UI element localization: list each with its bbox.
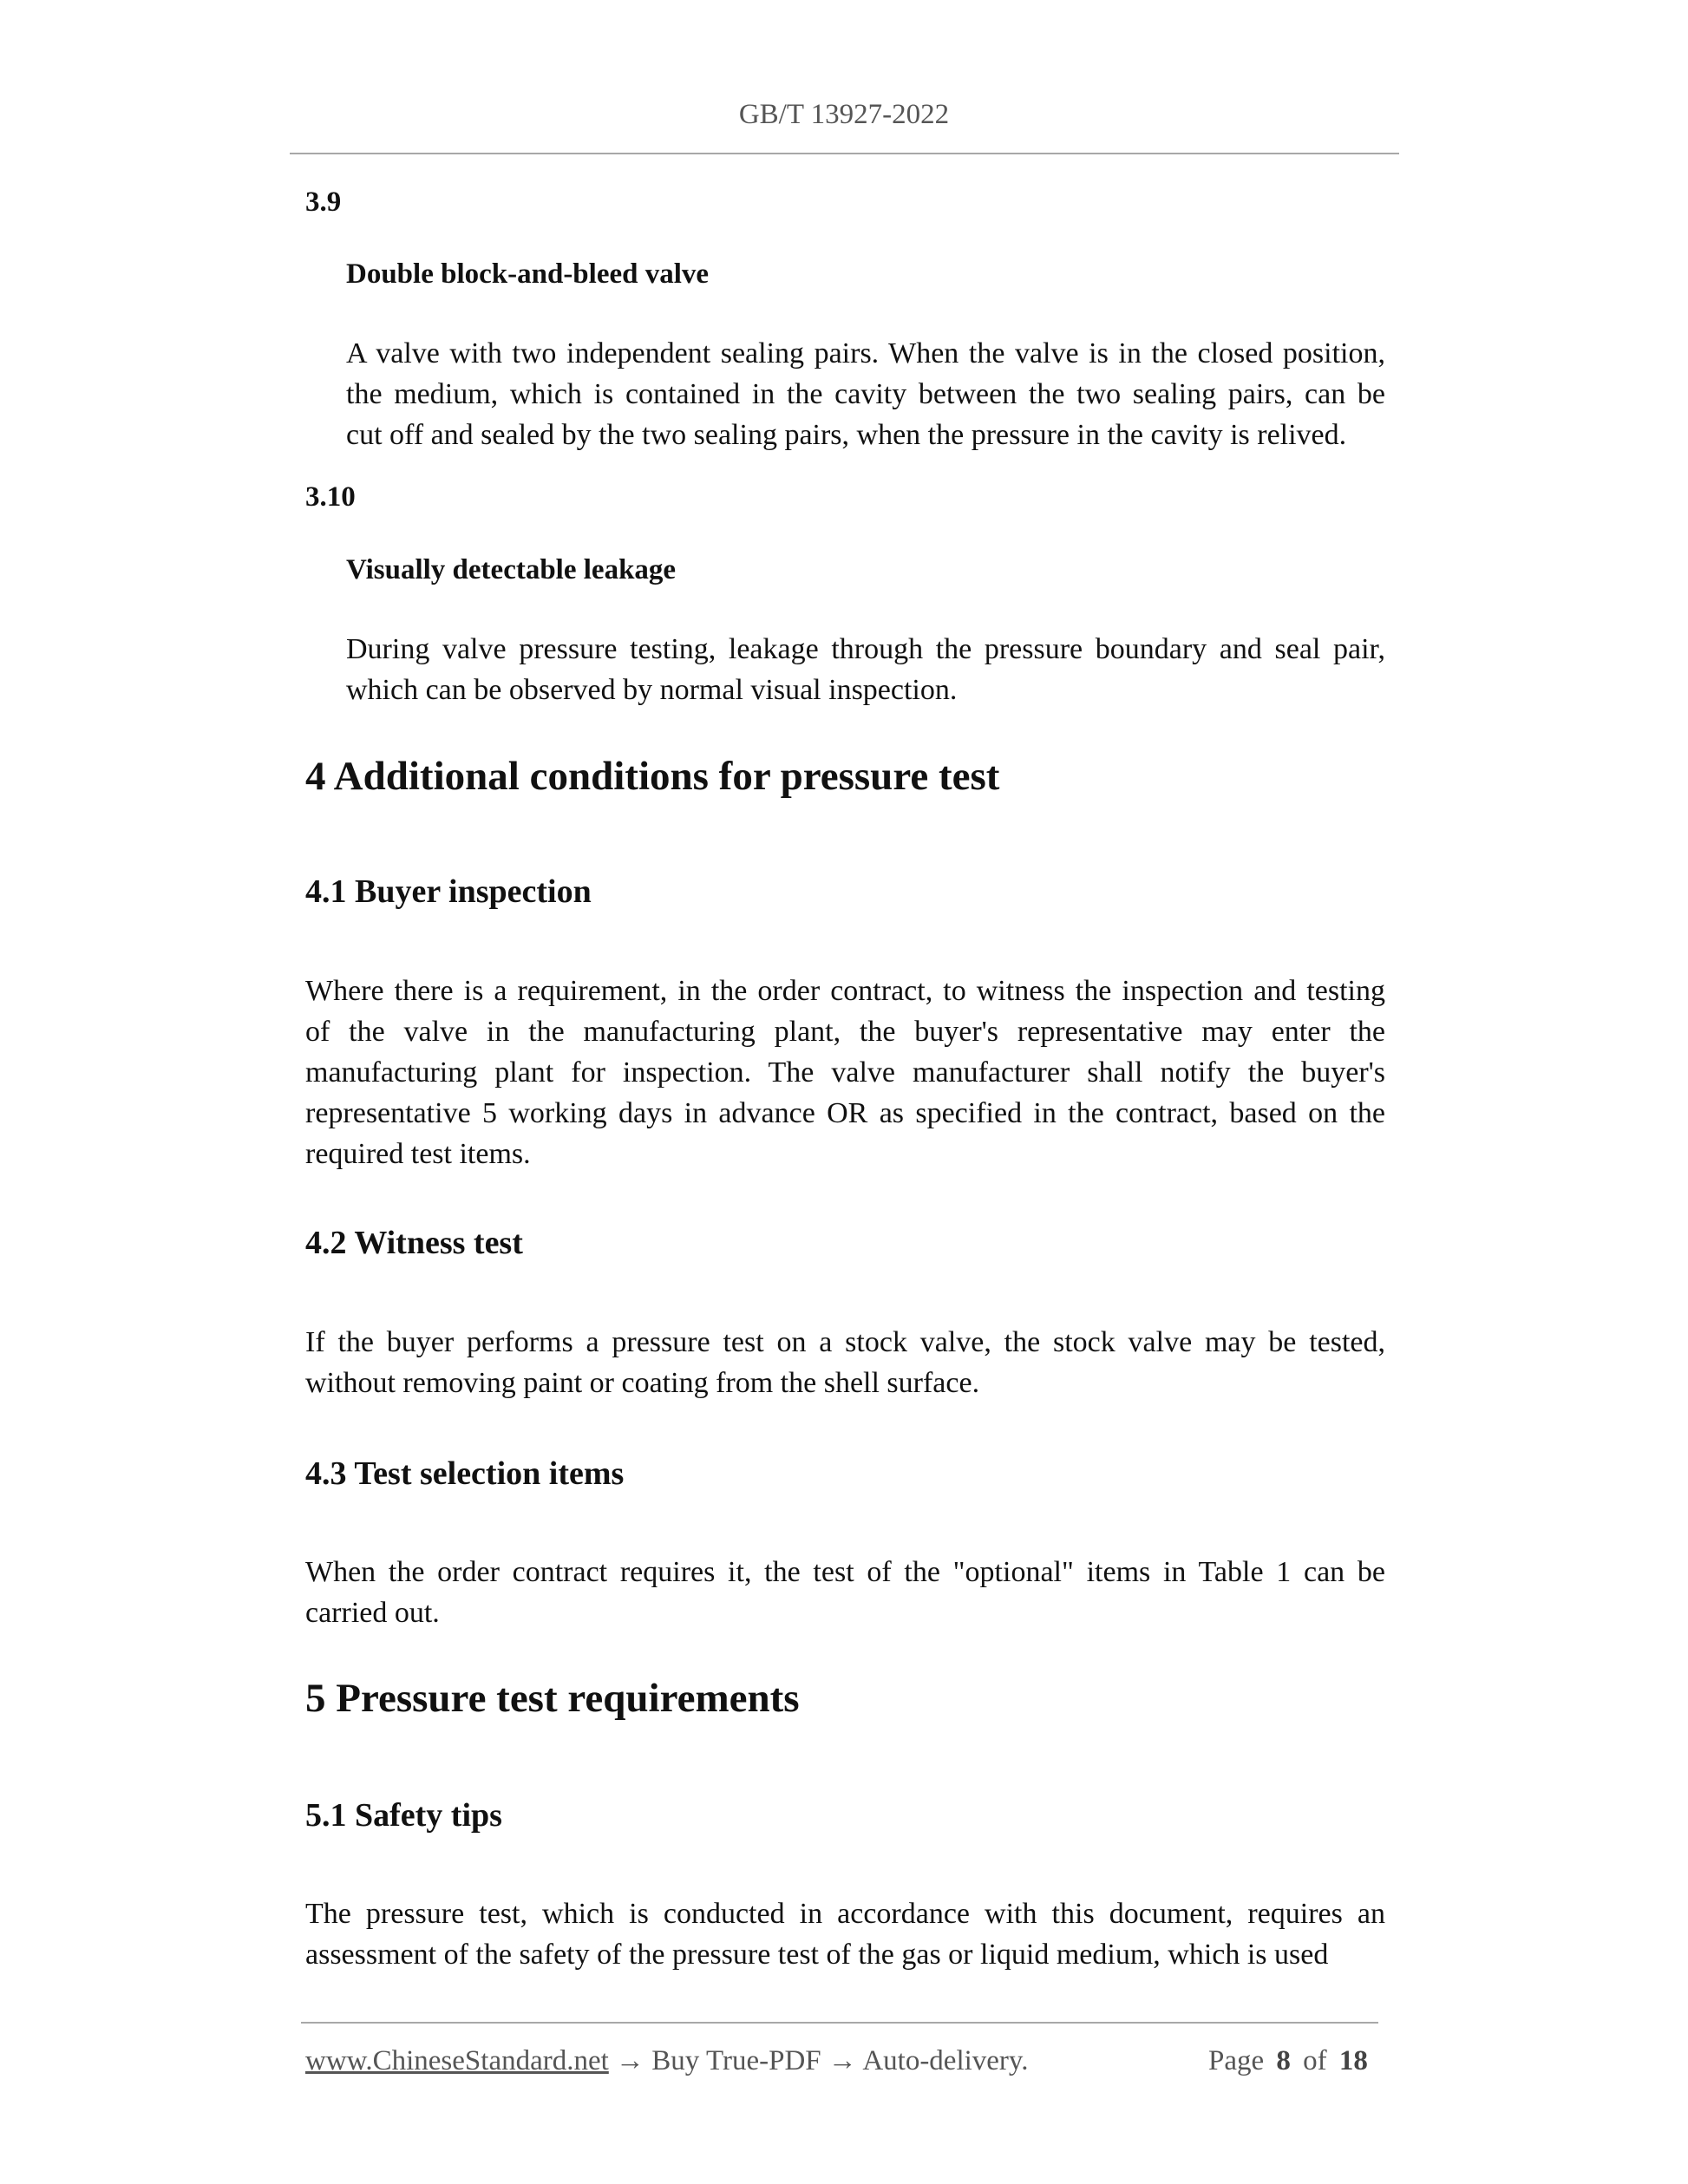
paragraph <box>305 1893 1385 1975</box>
subsection-heading: 4.3 Test selection items <box>305 1455 625 1492</box>
paragraph-line: without removing paint or coating from the shell surface. <box>305 1367 980 1399</box>
footer-promo <box>305 2045 1029 2077</box>
running-header: GB/T 13927-2022 <box>738 99 950 130</box>
arrow-icon: → <box>828 2045 857 2076</box>
paragraph <box>305 1552 1385 1633</box>
paragraph-line: If the buyer performs a pressure test on a stock valve, the stock valve may be tested, <box>305 1326 1385 1358</box>
arrow-icon: → <box>616 2045 645 2076</box>
delivery-text: Auto-delivery. <box>862 2045 1029 2076</box>
subsection-heading: 4.2 Witness test <box>305 1225 523 1261</box>
subsection-heading: 5.1 Safety tips <box>305 1797 502 1834</box>
paragraph-line: manufacturing plant for inspection. The valve manufacturer shall notify the buyer's <box>305 1056 1385 1089</box>
paragraph-line: representative 5 working days in advance OR as specified in the contract, based on the <box>305 1097 1385 1129</box>
paragraph-line: The pressure test, which is conducted in accordance with this document, requires an <box>305 1898 1385 1930</box>
paragraph-line: the medium, which is contained in the cavity between the two sealing pairs, can be <box>346 378 1385 410</box>
paragraph-line: of the valve in the manufacturing plant, the buyer's representative may enter the <box>305 1016 1385 1048</box>
subsection-heading: 4.1 Buyer inspection <box>305 873 592 910</box>
paragraph-line: required test items. <box>305 1138 531 1170</box>
clause-number: 3.9 <box>305 186 342 218</box>
page-number <box>1208 2045 1368 2077</box>
paragraph-line: carried out. <box>305 1597 440 1629</box>
paragraph <box>305 971 1385 1174</box>
website-link[interactable]: www.ChineseStandard.net <box>305 2045 609 2076</box>
page-label: Page <box>1208 2045 1265 2076</box>
of-label: of <box>1303 2045 1327 2076</box>
paragraph <box>346 629 1385 710</box>
paragraph-line: A valve with two independent sealing pairs. When the valve is in the closed position, <box>346 337 1385 369</box>
paragraph-line: During valve pressure testing, leakage through the pressure boundary and seal pair, <box>346 633 1385 665</box>
section-heading: 5 Pressure test requirements <box>305 1676 800 1721</box>
header-divider <box>290 153 1399 154</box>
paragraph <box>346 333 1385 455</box>
clause-number: 3.10 <box>305 481 356 513</box>
buy-text: Buy True-PDF <box>651 2045 821 2076</box>
paragraph-line: assessment of the safety of the pressure test of the gas or liquid medium, which is used <box>305 1939 1329 1971</box>
paragraph <box>305 1322 1385 1403</box>
paragraph-line: cut off and sealed by the two sealing pairs, when the pressure in the cavity is relived. <box>346 419 1347 451</box>
total-pages: 18 <box>1338 2045 1368 2076</box>
term-heading: Visually detectable leakage <box>346 554 677 585</box>
paragraph-line: When the order contract requires it, the test of the "optional" items in Table 1 can be <box>305 1556 1385 1588</box>
current-page: 8 <box>1276 2045 1291 2076</box>
paragraph-line: which can be observed by normal visual inspection. <box>346 674 958 706</box>
term-heading: Double block-and-bleed valve <box>346 258 710 290</box>
section-heading: 4 Additional conditions for pressure test <box>305 754 1000 799</box>
footer-divider <box>301 2022 1378 2024</box>
paragraph-line: Where there is a requirement, in the order contract, to witness the inspection and testing <box>305 975 1385 1007</box>
